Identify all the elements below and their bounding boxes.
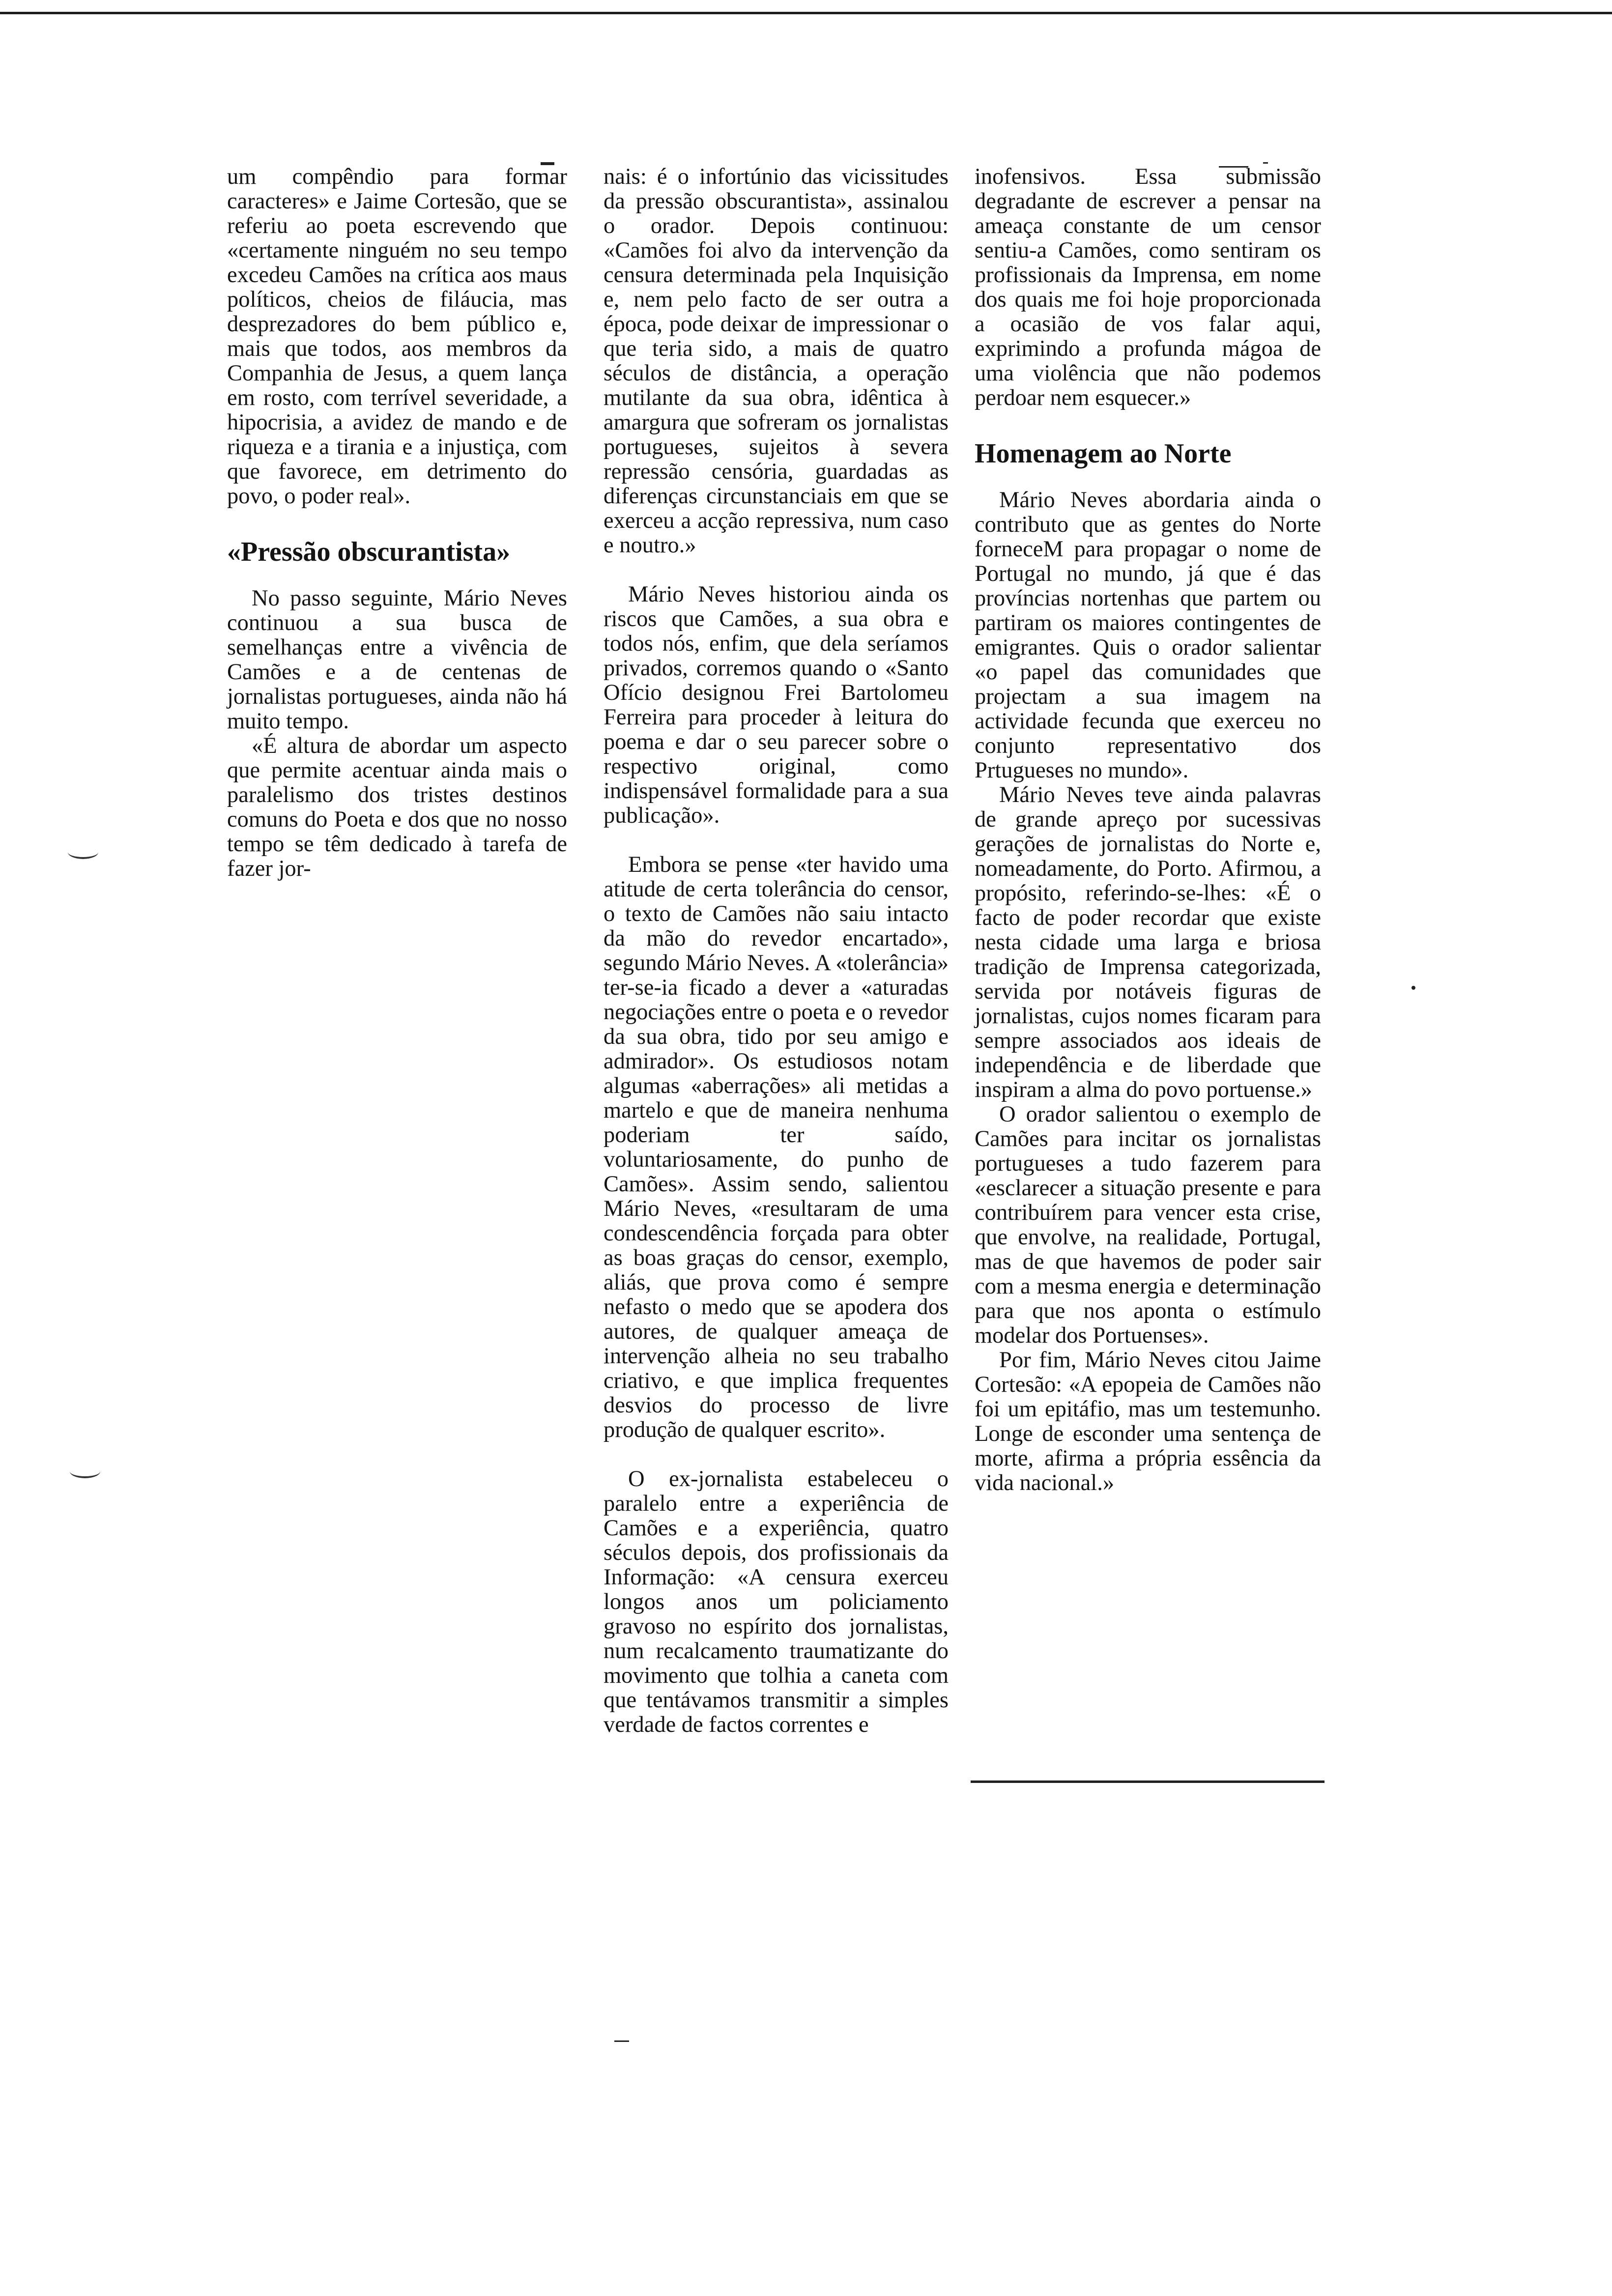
top-rule [0,12,1612,14]
paragraph: Mário Neves abordaria ainda o contributo que as gentes do Norte forneceM para propagar o nome de Portugal no mundo, já que é das províncias nortenhas que partem ou partiram os maiores contingentes de emigrantes. Quis o orador salientar «o papel das comunidades que projectam a sua imagem na actividade fecunda que exerceu no conjunto representativo dos Prtugueses no mundo». [975,488,1321,783]
punch-hole-mark [68,845,98,859]
punch-hole-mark [70,1464,100,1478]
paragraph: nais: é o infortúnio das vicissitudes da pressão obscurantista», assinalou o orador. Depois continuou: «Camões foi alvo da intervenção da censura determinada pela Inquisição e, nem pelo facto de ser outra a época, pode deixar de impressionar o que teria sido, a mais de quatro séculos de distância, a operação mutilante da sua obra, idêntica à amargura que sofreram os jornalistas portugueses, sujeitos à severa repressão censória, guardadas as diferenças circunstanciais em que se exerceu a acção repressiva, num caso e noutro.» [604,164,949,558]
scan-mark [1411,986,1415,990]
paragraph: «É altura de abordar um aspecto que permite acentuar ainda mais o paralelismo dos tristes destinos comuns do Poeta e dos que no nosso tempo se têm dedicado à tarefa de fazer jor- [227,733,567,881]
paragraph: inofensivos. Essa submissão degradante de escrever a pensar na ameaça constante de um censor sentiu-a Camões, como sentiram os profissionais da Imprensa, em nome dos quais me foi hoje proporcionada a ocasião de vos falar aqui, exprimindo a profunda mágoa de uma violência que não podemos perdoar nem esquecer.» [975,164,1321,410]
paragraph: Por fim, Mário Neves citou Jaime Cortesão: «A epopeia de Camões não foi um epitáfio, mas um testemunho. Longe de esconder uma sentença de morte, afirma a própria essência da vida nacional.» [975,1348,1321,1495]
paragraph: um compêndio para formar caracteres» e Jaime Cortesão, que se referiu ao poeta escrevendo que «certamente ninguém no seu tempo excedeu Camões na crítica aos maus políticos, cheios de filáucia, mas desprezadores do bem público e, mais que todos, aos membros da Companhia de Jesus, a quem lança em rosto, com terrível severidade, a hipocrisia, a avidez de mando e de riqueza e a tirania e a injustiça, com que favorece, em detrimento do povo, o poder real». [227,164,567,509]
paragraph: No passo seguinte, Mário Neves continuou a sua busca de semelhanças entre a vivência de Camões e a de centenas de jornalistas portugueses, ainda não há muito tempo. [227,586,567,734]
article-end-rule [971,1780,1324,1783]
section-heading: Homenagem ao Norte [975,438,1232,469]
scan-mark [1263,162,1268,164]
paragraph: O orador salientou o exemplo de Camões para incitar os jornalistas portugueses a tudo fazerem para «esclarecer a situação presente e para contribuírem para vencer esta crise, que envolve, na realidade, Portugal, mas de que havemos de poder sair com a mesma energia e determinação para que nos aponta o estímulo modelar dos Portuenses». [975,1102,1321,1348]
paragraph: Mário Neves teve ainda palavras de grande apreço por sucessivas gerações de jornalistas do Norte e, nomeadamente, do Porto. Afirmou, a propósito, referindo-se-lhes: «É o facto de poder recordar que existe nesta cidade uma larga e briosa tradição de Imprensa categorizada, servida por notáveis figuras de jornalistas, cujos nomes ficaram para sempre associados aos ideais de independência e de liberdade que inspiram a alma do povo portuense.» [975,782,1321,1102]
paragraph: Embora se pense «ter havido uma atitude de certa tolerância do censor, o texto de Camões não saiu intacto da mão do revedor encartado», segundo Mário Neves. A «tolerância» ter-se-ia ficado a dever a «aturadas negociações entre o poeta e o revedor da sua obra, tido por seu amigo e admirador». Os estudiosos notam algumas «aberrações» ali metidas a martelo e que de maneira nenhuma poderiam ter saído, voluntariosamente, do punho de Camões». Assim sendo, salientou Mário Neves, «resultaram de uma condescendência forçada para obter as boas graças do censor, exemplo, aliás, que prova como é sempre nefasto o medo que se apodera dos autores, de qualquer ameaça de intervenção alheia no seu trabalho criativo, e que implica frequentes desvios do processo de livre produção de qualquer escrito». [604,852,949,1442]
paragraph: O ex-jornalista estabeleceu o paralelo entre a experiência de Camões e a experiência, quatro séculos depois, dos profissionais da Informação: «A censura exerceu longos anos um policiamento gravoso no espírito dos jornalistas, num recalcamento traumatizante do movimento que tolhia a caneta com que tentávamos transmitir a simples verdade de factos correntes e [604,1466,949,1737]
article-column-1 [227,165,567,881]
section-heading: «Pressão obscurantista» [227,537,511,567]
scan-mark [614,2040,629,2042]
article-column-2 [604,165,949,1737]
article-column-3 [975,165,1321,1495]
paragraph: Mário Neves historiou ainda os riscos que Camões, a sua obra e todos nós, enfim, que dela seríamos privados, corremos quando o «Santo Ofício designou Frei Bartolomeu Ferreira para proceder à leitura do poema e dar o seu parecer sobre o respectivo original, como indispensável formalidade para a sua publicação». [604,582,949,828]
